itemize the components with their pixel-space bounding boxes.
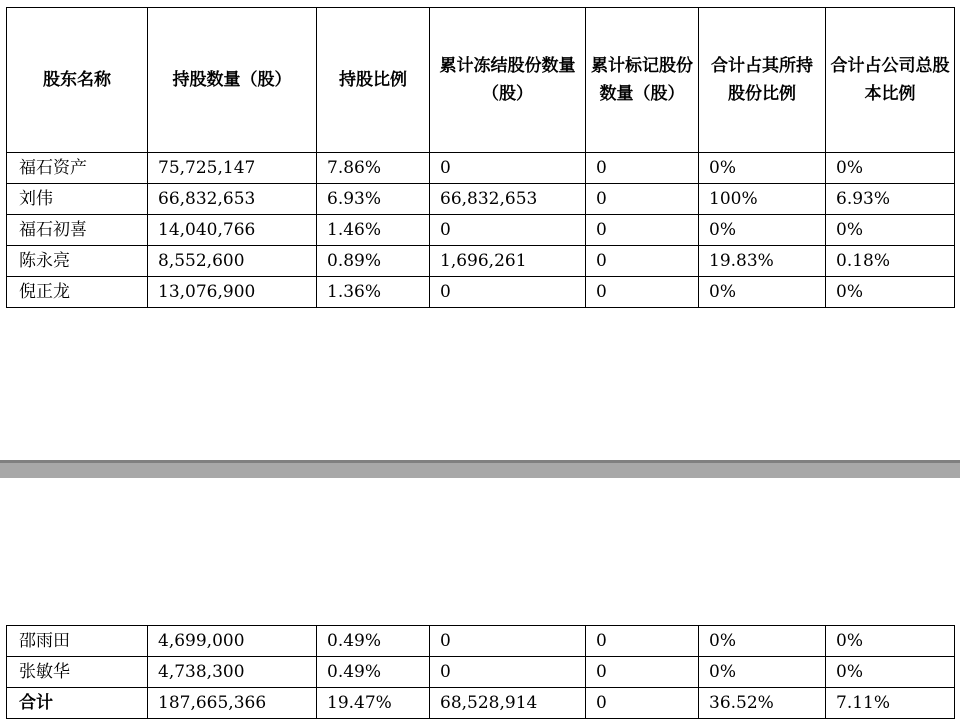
header-shareholder-name: 股东名称 — [7, 8, 148, 153]
cell-shares: 8,552,600 — [148, 246, 317, 277]
cell-ratio: 0.89% — [317, 246, 430, 277]
total-ratio: 19.47% — [317, 688, 430, 719]
table-row — [7, 184, 955, 215]
cell-shares: 13,076,900 — [148, 277, 317, 308]
header-shares-held: 持股数量（股） — [148, 8, 317, 153]
cell-name: 邵雨田 — [7, 626, 148, 657]
cell-ratio: 0.49% — [317, 626, 430, 657]
cell-pct-own: 0% — [699, 215, 826, 246]
cell-pct-own: 0% — [699, 657, 826, 688]
table-row — [7, 657, 955, 688]
table-row — [7, 215, 955, 246]
total-label: 合计 — [7, 688, 148, 719]
cell-frozen: 1,696,261 — [430, 246, 586, 277]
cell-shares: 75,725,147 — [148, 153, 317, 184]
cell-pct-total: 0.18% — [826, 246, 955, 277]
cell-frozen: 0 — [430, 153, 586, 184]
total-frozen: 68,528,914 — [430, 688, 586, 719]
cell-pct-total: 0% — [826, 215, 955, 246]
cell-pct-total: 0% — [826, 626, 955, 657]
table-row — [7, 277, 955, 308]
cell-ratio: 1.46% — [317, 215, 430, 246]
total-pct-total: 7.11% — [826, 688, 955, 719]
cell-name: 张敏华 — [7, 657, 148, 688]
shareholder-table-bottom — [6, 625, 955, 719]
cell-pct-own: 100% — [699, 184, 826, 215]
cell-pct-own: 19.83% — [699, 246, 826, 277]
header-frozen-shares: 累计冻结股份数量（股） — [430, 8, 586, 153]
cell-pct-total: 0% — [826, 153, 955, 184]
header-pct-of-own-holding: 合计占其所持股份比例 — [699, 8, 826, 153]
total-row — [7, 688, 955, 719]
cell-pct-own: 0% — [699, 626, 826, 657]
cell-frozen: 0 — [430, 215, 586, 246]
cell-name: 倪正龙 — [7, 277, 148, 308]
cell-shares: 4,699,000 — [148, 626, 317, 657]
cell-shares: 66,832,653 — [148, 184, 317, 215]
cell-marked: 0 — [586, 184, 699, 215]
cell-marked: 0 — [586, 153, 699, 184]
cell-ratio: 1.36% — [317, 277, 430, 308]
cell-ratio: 6.93% — [317, 184, 430, 215]
cell-ratio: 7.86% — [317, 153, 430, 184]
cell-frozen: 0 — [430, 657, 586, 688]
cell-pct-total: 0% — [826, 657, 955, 688]
shareholder-table-top — [6, 7, 955, 308]
table-row — [7, 246, 955, 277]
header-pct-of-total-capital: 合计占公司总股本比例 — [826, 8, 955, 153]
cell-frozen: 66,832,653 — [430, 184, 586, 215]
cell-marked: 0 — [586, 246, 699, 277]
cell-shares: 14,040,766 — [148, 215, 317, 246]
cell-frozen: 0 — [430, 626, 586, 657]
table-row — [7, 153, 955, 184]
header-marked-shares: 累计标记股份数量（股） — [586, 8, 699, 153]
cell-name: 陈永亮 — [7, 246, 148, 277]
cell-marked: 0 — [586, 657, 699, 688]
cell-marked: 0 — [586, 626, 699, 657]
cell-pct-own: 0% — [699, 153, 826, 184]
header-holding-ratio: 持股比例 — [317, 8, 430, 153]
cell-pct-total: 6.93% — [826, 184, 955, 215]
cell-frozen: 0 — [430, 277, 586, 308]
cell-shares: 4,738,300 — [148, 657, 317, 688]
cell-pct-total: 0% — [826, 277, 955, 308]
cell-name: 刘伟 — [7, 184, 148, 215]
total-pct-own: 36.52% — [699, 688, 826, 719]
cell-pct-own: 0% — [699, 277, 826, 308]
cell-marked: 0 — [586, 215, 699, 246]
table-header-row — [7, 8, 955, 153]
total-marked: 0 — [586, 688, 699, 719]
cell-name: 福石资产 — [7, 153, 148, 184]
cell-name: 福石初喜 — [7, 215, 148, 246]
table-row — [7, 626, 955, 657]
cell-marked: 0 — [586, 277, 699, 308]
page-break-separator — [0, 460, 960, 478]
cell-ratio: 0.49% — [317, 657, 430, 688]
total-shares: 187,665,366 — [148, 688, 317, 719]
